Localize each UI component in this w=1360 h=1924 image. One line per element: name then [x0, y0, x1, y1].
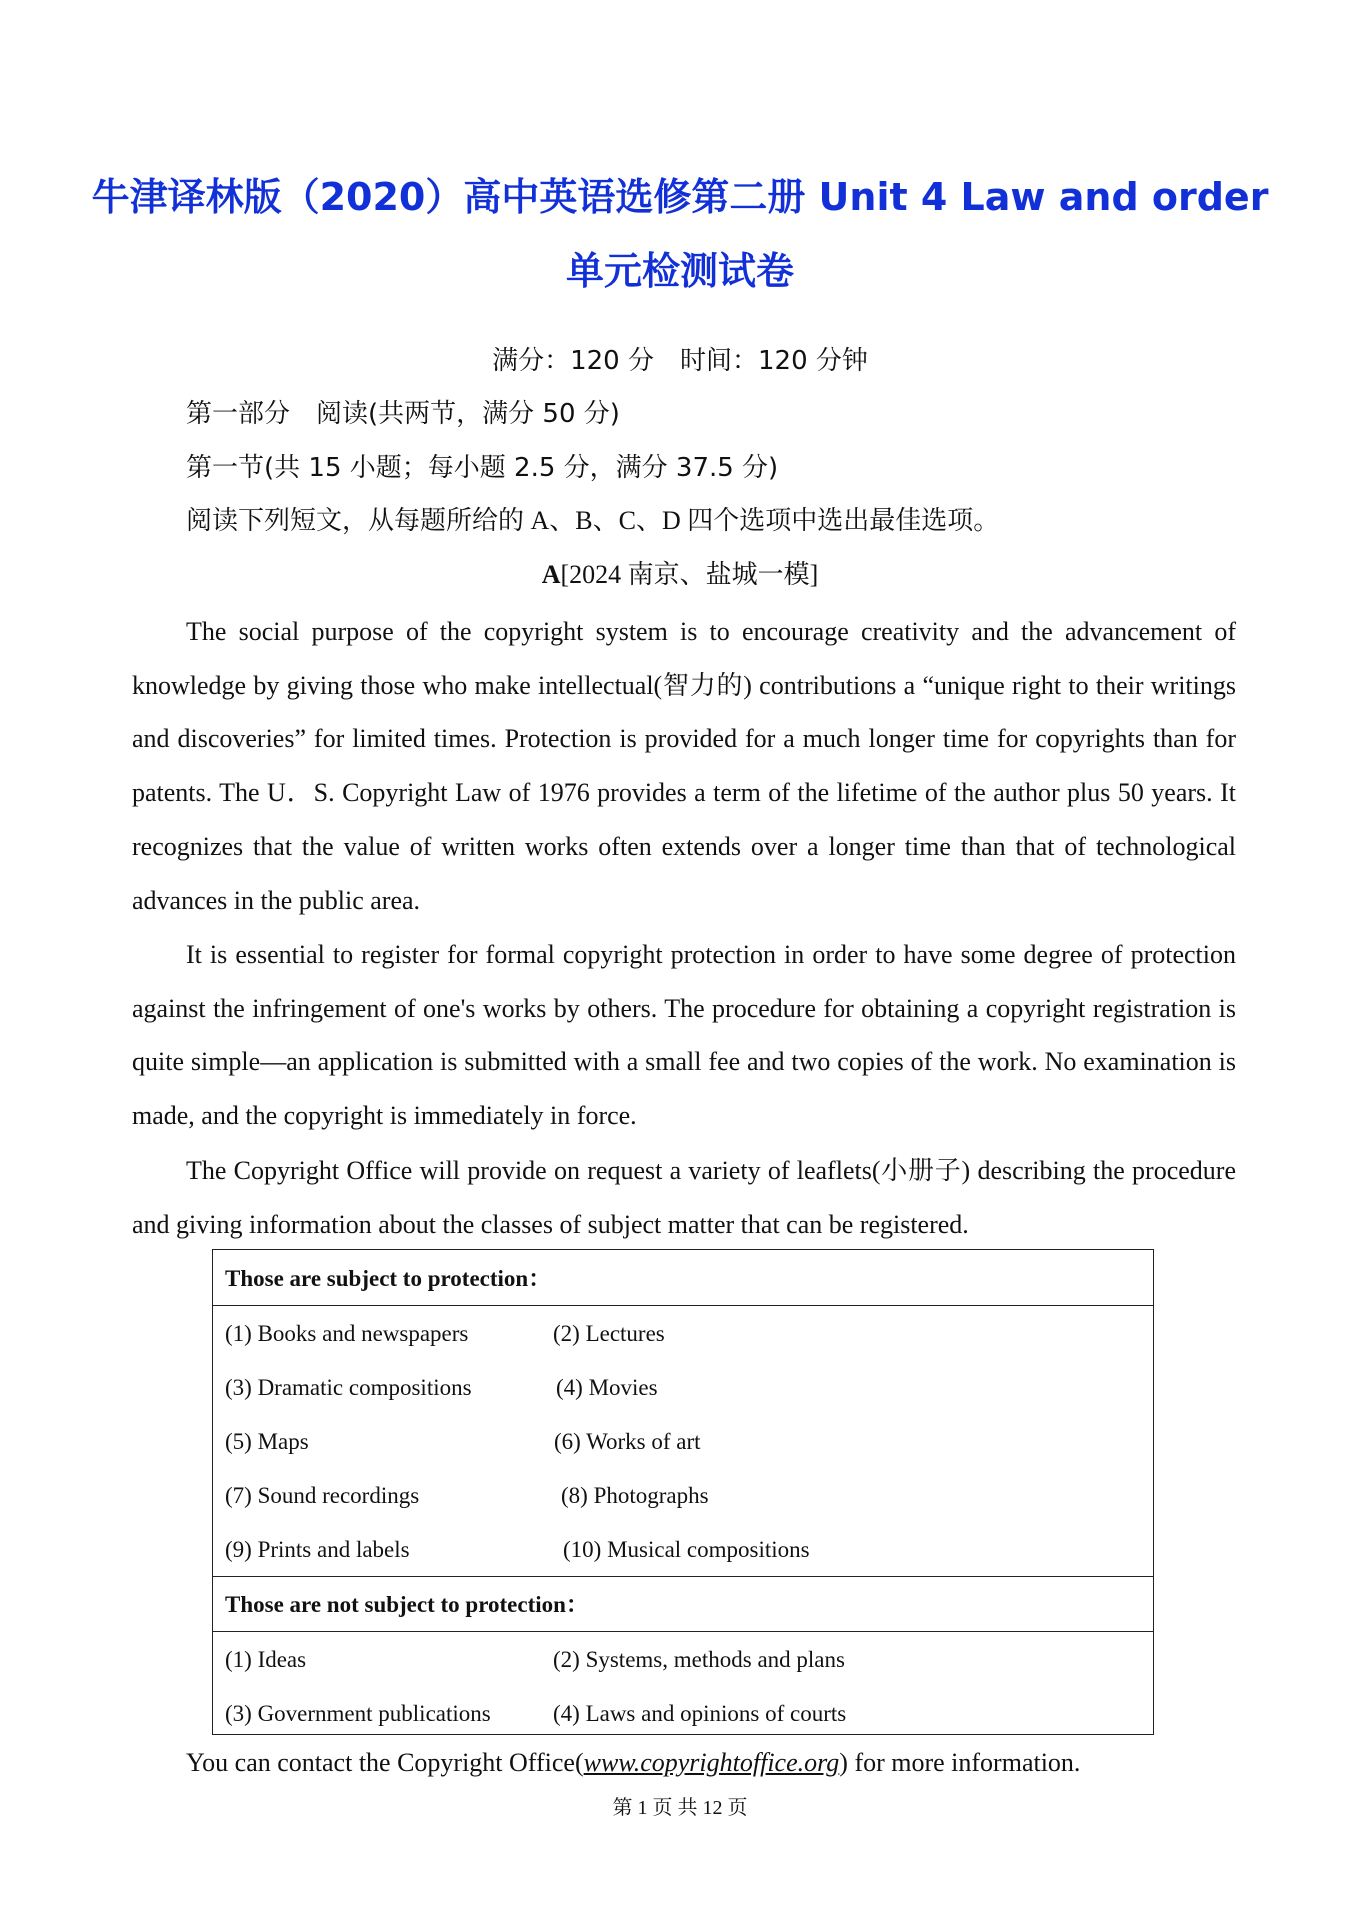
table-divider: [213, 1576, 1153, 1577]
protected-item: (2) Lectures: [553, 1321, 665, 1346]
part-heading: 第一部分 阅读(共两节，满分 50 分): [186, 399, 620, 429]
protected-item: (5) Maps: [225, 1429, 309, 1454]
unprotected-item: (3) Government publications: [225, 1701, 491, 1726]
protected-item: (3) Dramatic compositions: [225, 1375, 472, 1400]
passage-source: [2024 南京、盐城一模]: [560, 560, 819, 589]
protected-item: (6) Works of art: [554, 1429, 701, 1454]
protected-item: (1) Books and newspapers: [225, 1321, 469, 1346]
exam-meta: 满分：120 分 时间：120 分钟: [492, 346, 868, 376]
passage-paragraph: It is essential to register for formal copyright protection in order to have some degree of protection against the infringement of one's works by others. The procedure for obtaining a copyright registration is quite simple—an application is submitted with a small fee and two copies of the work. No examination is made, and the copyright is immediately in force.: [132, 940, 1236, 1131]
protection-table: [212, 1249, 1154, 1735]
table-divider: [213, 1305, 1153, 1306]
protected-item: (9) Prints and labels: [225, 1537, 410, 1562]
protected-item: (7) Sound recordings: [225, 1483, 420, 1508]
passage-label: [0, 558, 1360, 592]
protected-item: (4) Movies: [556, 1375, 658, 1400]
passage-paragraph: The Copyright Office will provide on request a variety of leaflets(小册子) describing the procedure and giving information about the classes of subject matter that can be registered.: [132, 1156, 1236, 1239]
instructions: 阅读下列短文，从每题所给的 A、B、C、D 四个选项中选出最佳选项。: [186, 506, 1000, 535]
passage-letter: A: [541, 560, 561, 589]
unprotected-item: (1) Ideas: [225, 1647, 307, 1672]
passage-paragraph: The social purpose of the copyright system is to encourage creativity and the advancement of knowledge by giving those who make intellectual(智力的) contributions a “unique right to their writings and discoveries” for limited times. Protection is provided for a much longer time for copyrights than for patents. The U．S. Copyright Law of 1976 provides a term of the lifetime of the author plus 50 years. It recognizes that the value of written works often extends over a longer time than that of technological advances in the public area.: [132, 617, 1236, 915]
protected-item: (8) Photographs: [561, 1483, 709, 1508]
unprotected-header: Those are not subject to protection：: [225, 1592, 589, 1617]
unprotected-item: (4) Laws and opinions of courts: [553, 1701, 847, 1726]
contact-suffix: ) for more information.: [839, 1748, 1081, 1777]
contact-line: [186, 1746, 1080, 1780]
page-number: 第 1 页 共 12 页: [612, 1797, 748, 1819]
table-divider: [213, 1631, 1153, 1632]
protected-item: (10) Musical compositions: [563, 1537, 810, 1562]
copyright-office-link[interactable]: www.copyrightoffice.org: [583, 1748, 840, 1777]
document-title-line-1: 牛津译林版（2020）高中英语选修第二册 Unit 4 Law and order: [91, 175, 1269, 219]
protected-header: Those are subject to protection：: [225, 1266, 552, 1291]
contact-prefix: You can contact the Copyright Office(: [186, 1748, 584, 1777]
section-heading: 第一节(共 15 小题；每小题 2.5 分，满分 37.5 分): [186, 453, 779, 483]
document-title-line-2: 单元检测试卷: [565, 249, 794, 293]
unprotected-item: (2) Systems, methods and plans: [553, 1647, 845, 1672]
